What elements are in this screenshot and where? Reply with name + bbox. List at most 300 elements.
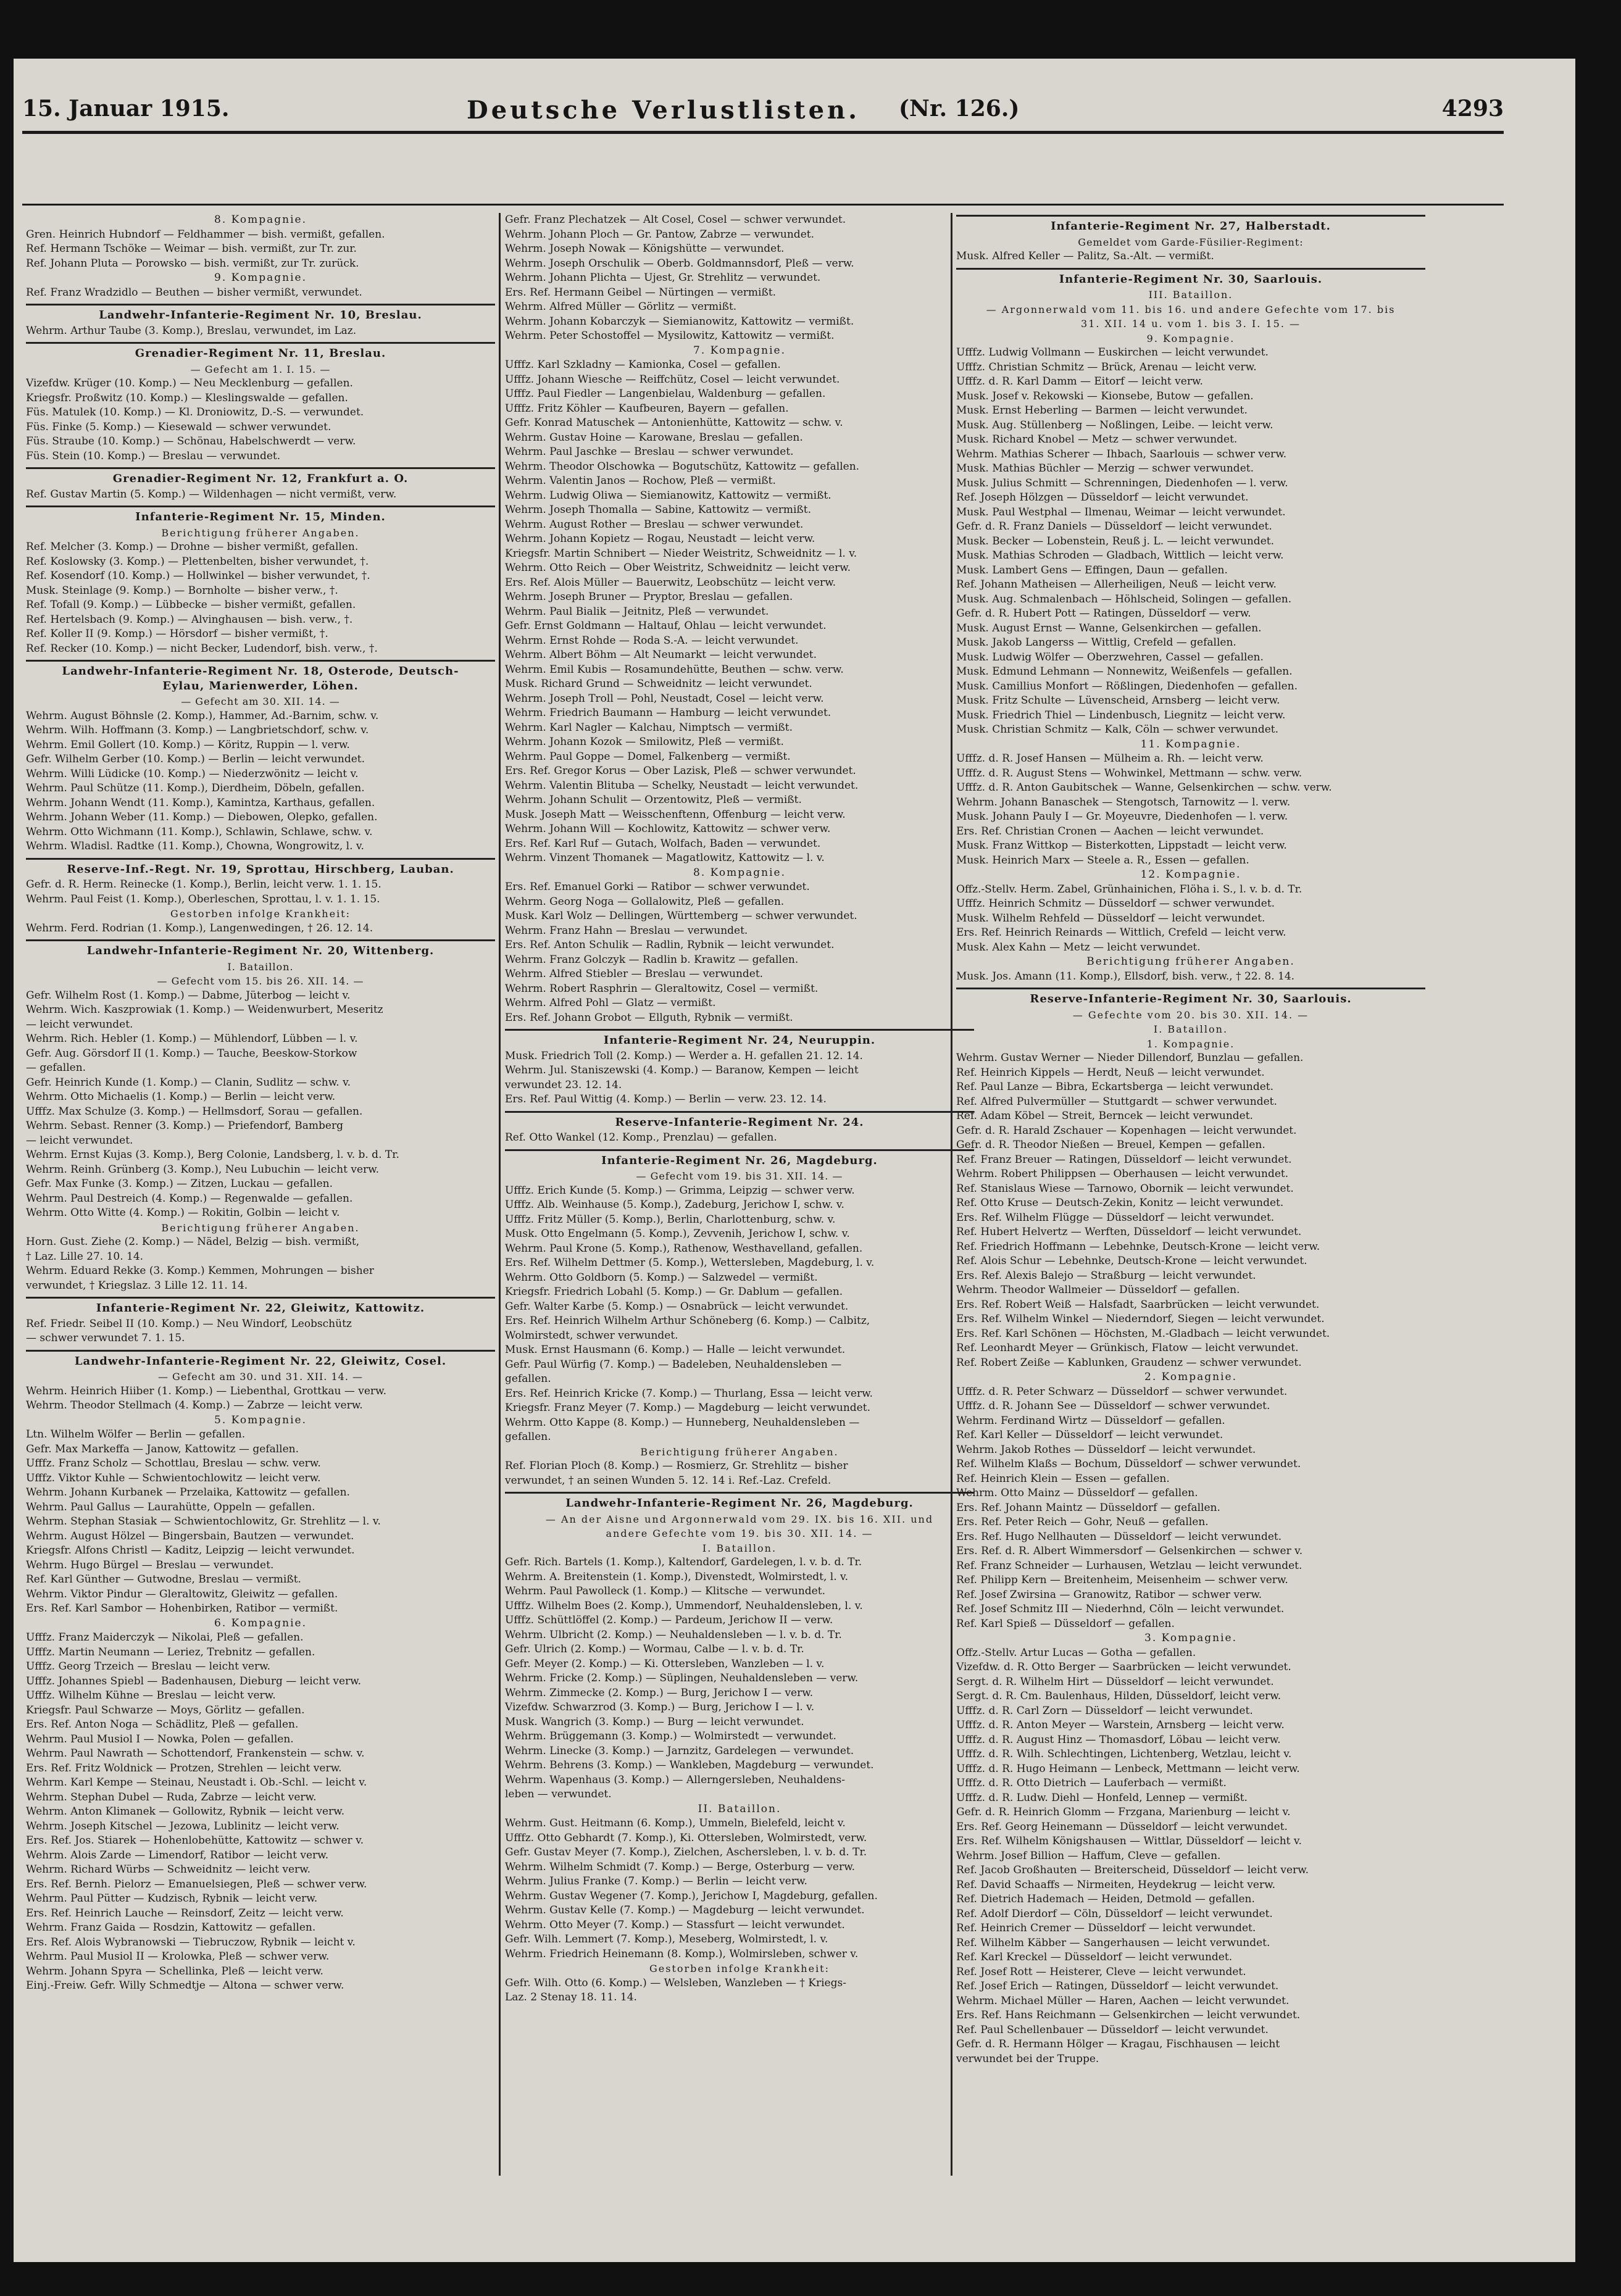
- casualty-entry: Wehrm. Johann Wendt (11. Komp.), Kamintza, Karthaus, gefallen.: [26, 796, 375, 809]
- casualty-entry: Ufffz. d. R. Otto Dietrich — Lauferbach — vermißt.: [956, 1777, 1227, 1789]
- casualty-entry: gefallen.: [505, 1431, 551, 1443]
- casualty-section: [26, 1350, 495, 1994]
- casualty-entry: Laz. 2 Stenay 18. 11. 14.: [505, 1991, 637, 2003]
- casualty-entry: verwundet, † an seinen Wunden 5. 12. 14 i. Ref.-Laz. Crefeld.: [505, 1474, 831, 1487]
- casualty-entry: Wehrm. Valentin Blituba — Schelky, Neustadt — leicht verwundet.: [505, 779, 859, 792]
- casualty-entry: Ref. Josef Erich — Ratingen, Düsseldorf — leicht verwundet.: [956, 1980, 1279, 1992]
- casualty-entry: Ref. Otto Wankel (12. Komp., Prenzlau) — gefallen.: [505, 1131, 777, 1144]
- casualty-entry: Gefr. Paul Würfig (7. Komp.) — Badeleben, Neuhaldensleben —: [505, 1358, 842, 1371]
- casualty-entry: Wehrm. Johann Kozok — Smilowitz, Pleß — vermißt.: [505, 736, 784, 748]
- casualty-entry: Offz.-Stellv. Herm. Zabel, Grünhainichen, Flöha i. S., l. v. b. d. Tr.: [956, 883, 1302, 896]
- casualty-entry: Ref. Hubert Helvertz — Werften, Düsseldorf — leicht verwundet.: [956, 1226, 1302, 1238]
- casualty-entry: Wehrm. Ludwig Oliwa — Siemianowitz, Kattowitz — vermißt.: [505, 489, 831, 502]
- regiment-title: Grenadier-Regiment Nr. 12, Frankfurt a. O.: [112, 472, 409, 485]
- casualty-entry: Musk. Ernst Heberling — Barmen — leicht verwundet.: [956, 404, 1248, 417]
- casualty-entry: Wehrm. Joseph Kitschel — Jezowa, Lublinitz — leicht verw.: [26, 1820, 340, 1832]
- casualty-entry: Wehrm. Otto Wichmann (11. Komp.), Schlawin, Schlawe, schw. v.: [26, 825, 373, 838]
- casualty-entry: Ers. Ref. Anton Schulik — Radlin, Rybnik — leicht verwundet.: [505, 939, 835, 951]
- casualty-entry: Wehrm. Gustav Kelle (7. Komp.) — Magdeburg — leicht verwundet.: [505, 1904, 865, 1916]
- column-divider: [499, 213, 501, 2176]
- casualty-entry: Füs. Straube (10. Komp.) — Schönau, Habelschwerdt — verw.: [26, 435, 356, 447]
- casualty-entry: Ufffz. d. R. Carl Zorn — Düsseldorf — leicht verwundet.: [956, 1704, 1253, 1717]
- section-rule: [26, 467, 495, 469]
- casualty-entry: Musk. Otto Engelmann (5. Komp.), Zevvenih, Jerichow I, schw. v.: [505, 1228, 850, 1240]
- casualty-entry: — schwer verwundet 7. 1. 15.: [26, 1332, 185, 1344]
- casualty-section: [26, 342, 495, 464]
- casualty-entry: Ers. Ref. Wilhelm Winkel — Niederndorf, Siegen — leicht verwundet.: [956, 1313, 1325, 1325]
- casualty-entry: Ref. Heinrich Cremer — Düsseldorf — leicht verwundet.: [956, 1922, 1256, 1934]
- casualty-entry: Wehrm. Joseph Orschulik — Oberb. Goldmannsdorf, Pleß — verw.: [505, 257, 854, 270]
- casualty-entry: Gefr. Aug. Görsdorf II (1. Komp.) — Tauche, Beeskow-Storkow: [26, 1047, 357, 1060]
- casualty-entry: Musk. Heinrich Marx — Steele a. R., Essen — gefallen.: [956, 854, 1249, 867]
- casualty-entry: 8. Kompagnie.: [693, 866, 786, 879]
- casualty-entry: Wehrm. Theodor Stellmach (4. Komp.) — Zabrze — leicht verw.: [26, 1399, 363, 1412]
- section-rule: [505, 1149, 974, 1151]
- casualty-entry: Ref. Dietrich Hademach — Heiden, Detmold — gefallen.: [956, 1893, 1255, 1905]
- casualty-entry: Wehrm. Paul Nawrath — Schottendorf, Frankenstein — schw. v.: [26, 1747, 365, 1760]
- casualty-entry: Gefr. Gustav Meyer (7. Komp.), Zielchen, Aschersleben, l. v. b. d. Tr.: [505, 1846, 867, 1858]
- casualty-entry: Ufffz. Georg Trzeich — Breslau — leicht verw.: [26, 1660, 271, 1673]
- casualty-entry: Musk. Christian Schmitz — Kalk, Cöln — schwer verwundet.: [956, 723, 1279, 736]
- casualty-entry: Wehrm. Paul Musiol II — Krolowka, Pleß — schwer verw.: [26, 1950, 330, 1963]
- casualty-section: [505, 1029, 974, 1107]
- casualty-entry: Gefr. d. R. Hubert Pott — Ratingen, Düsseldorf — verw.: [956, 607, 1251, 620]
- casualty-entry: Füs. Matulek (10. Komp.) — Kl. Droniowitz, D.-S. — verwundet.: [26, 406, 364, 418]
- casualty-entry: Musk. Edmund Lehmann — Nonnewitz, Weißenfels — gefallen.: [956, 665, 1293, 678]
- casualty-entry: Ers. Ref. Alois Müller — Bauerwitz, Leobschütz — leicht verw.: [505, 576, 836, 589]
- casualty-entry: Wehrm. Paul Goppe — Domel, Falkenberg — vermißt.: [505, 750, 791, 763]
- column-3: [956, 213, 1425, 2176]
- casualty-entry: Ers. Ref. Jos. Stiarek — Hohenlobehütte, Kattowitz — schwer v.: [26, 1834, 364, 1847]
- casualty-entry: Ref. David Schaaffs — Nirmeiten, Heydekrug — leicht verw.: [956, 1878, 1276, 1891]
- casualty-entry: Wehrm. Wilhelm Schmidt (7. Komp.) — Berge, Osterburg — verw.: [505, 1860, 856, 1873]
- casualty-entry: Ufffz. Christian Schmitz — Brück, Arenau — leicht verw.: [956, 360, 1257, 373]
- casualty-entry: Musk. Ernst Hausmann (6. Komp.) — Halle — leicht verwundet.: [505, 1344, 846, 1356]
- casualty-entry: Musk. Alex Kahn — Metz — leicht verwundet.: [956, 941, 1201, 954]
- casualty-entry: Wehrm. Brüggemann (3. Komp.) — Wolmirstedt — verwundet.: [505, 1730, 836, 1742]
- casualty-entry: † Laz. Lille 27. 10. 14.: [26, 1250, 144, 1263]
- casualty-entry: Wehrm. Paul Feist (1. Komp.), Oberleschen, Sprottau, l. v. 1. 1. 15.: [26, 892, 380, 905]
- regiment-title: Grenadier-Regiment Nr. 11, Breslau.: [135, 347, 386, 360]
- header-title: Deutsche Verlustlisten.: [467, 96, 861, 125]
- casualty-entry: Wehrm. Paul Gallus — Laurahütte, Oppeln — gefallen.: [26, 1500, 315, 1513]
- casualty-entry: Wehrm. Theodor Olschowka — Bogutschütz, Kattowitz — gefallen.: [505, 460, 860, 473]
- casualty-entry: Ers. Ref. Heinrich Reinards — Wittlich, Crefeld — leicht verw.: [956, 926, 1286, 939]
- casualty-entry: 12. Kompagnie.: [1140, 868, 1241, 881]
- casualty-entry: Ufffz. d. R. August Stens — Wohwinkel, Mettmann — schw. verw.: [956, 767, 1302, 780]
- casualty-entry: Wehrm. Emil Gollert (10. Komp.) — Köritz, Ruppin — l. verw.: [26, 738, 350, 751]
- column-2: [505, 213, 974, 2176]
- casualty-entry: Gefr. Wilh. Otto (6. Komp.) — Welsleben, Wanzleben — † Kriegs-: [505, 1976, 846, 1989]
- casualty-entry: Ref. Friedr. Seibel II (10. Komp.) — Neu Windorf, Leobschütz: [26, 1317, 352, 1330]
- casualty-entry: Ers. Ref. Wilhelm Königshausen — Wittlar, Düsseldorf — leicht v.: [956, 1835, 1302, 1847]
- casualty-entry: Wehrm. Johann Kopietz — Rogau, Neustadt — leicht verw.: [505, 533, 815, 545]
- section-rule: [26, 304, 495, 306]
- casualty-entry: Ref. Franz Schneider — Lurhausen, Wetzlau — leicht verwundet.: [956, 1559, 1302, 1572]
- casualty-entry: Wehrm. Rich. Hebler (1. Komp.) — Mühlendorf, Lübben — l. v.: [26, 1033, 358, 1045]
- casualty-entry: Musk. Becker — Lobenstein, Reuß j. L. — leicht verwundet.: [956, 534, 1274, 547]
- casualty-entry: Wehrm. Sebast. Renner (3. Komp.) — Priefendorf, Bamberg: [26, 1120, 343, 1132]
- page-number: 4293: [1441, 96, 1504, 122]
- casualty-entry: Wehrm. Ernst Rohde — Roda S.-A. — leicht verwundet.: [505, 634, 799, 647]
- casualty-entry: Wehrm. August Hölzel — Bingersbain, Bautzen — verwundet.: [26, 1529, 354, 1542]
- casualty-entry: Ers. Ref. Hugo Nellhauten — Düsseldorf — leicht verwundet.: [956, 1530, 1282, 1543]
- casualty-entry: Wehrm. Otto Mainz — Düsseldorf — gefallen.: [956, 1487, 1198, 1499]
- casualty-entry: Musk. Aug. Stüllenberg — Noßlingen, Leibe. — leicht verw.: [956, 418, 1273, 431]
- casualty-entry: Musk. Karl Wolz — Dellingen, Württemberg — schwer verwundet.: [505, 910, 857, 922]
- casualty-entry: 11. Kompagnie.: [1140, 738, 1241, 751]
- casualty-entry: Gefr. d. R. Harald Zschauer — Kopenhagen — leicht verwundet.: [956, 1124, 1297, 1137]
- casualty-entry: Wehrm. Otto Kappe (8. Komp.) — Hunneberg, Neuhaldensleben —: [505, 1416, 860, 1429]
- casualty-entry: Wehrm. Karl Kempe — Steinau, Neustadt i. Ob.-Schl. — leicht v.: [26, 1776, 367, 1789]
- section-rule: [26, 939, 495, 941]
- casualty-entry: Ref. Alois Schur — Lebehnke, Deutsch-Krone — leicht verwundet.: [956, 1255, 1307, 1267]
- casualty-entry: Vizefdw. Krüger (10. Komp.) — Neu Mecklenburg — gefallen.: [26, 377, 353, 389]
- casualty-entry: Wehrm. Valentin Janos — Rochow, Pleß — vermißt.: [505, 475, 776, 487]
- regiment-title: Infanterie-Regiment Nr. 15, Minden.: [135, 510, 386, 523]
- casualty-section: [26, 304, 495, 338]
- header-rule: [22, 131, 1504, 134]
- casualty-entry: Ref. Paul Lanze — Bibra, Eckartsberga — leicht verwundet.: [956, 1081, 1274, 1093]
- casualty-entry: Musk. Jakob Langerss — Wittlig, Crefeld — gefallen.: [956, 636, 1236, 649]
- casualty-entry: Ers. Ref. Heinrich Lauche — Reinsdorf, Zeitz — leicht verw.: [26, 1907, 344, 1920]
- casualty-entry: Wehrm. Anton Klimanek — Gollowitz, Rybnik — leicht verw.: [26, 1805, 345, 1818]
- casualty-entry: Gefr. Meyer (2. Komp.) — Ki. Ottersleben, Wanzleben — l. v.: [505, 1657, 825, 1670]
- casualty-entry: Gefr. d. R. Franz Daniels — Düsseldorf — leicht verwundet.: [956, 520, 1272, 533]
- casualty-entry: Musk. Jos. Amann (11. Komp.), Ellsdorf, bish. verw., † 22. 8. 14.: [956, 970, 1295, 983]
- casualty-entry: Gefr. Wilhelm Rost (1. Komp.) — Dabme, Jüterbog — leicht v.: [26, 989, 351, 1002]
- casualty-entry: Ref. Josef Schmitz III — Niederhnd, Cöln — leicht verwundet.: [956, 1603, 1285, 1615]
- casualty-entry: Ref. Florian Ploch (8. Komp.) — Rosmierz, Gr. Strehlitz — bisher: [505, 1460, 848, 1472]
- casualty-entry: Musk. Wilhelm Rehfeld — Düsseldorf — leicht verwundet.: [956, 912, 1265, 925]
- casualty-entry: 3. Kompagnie.: [1144, 1632, 1237, 1644]
- casualty-entry: Musk. Johann Pauly I — Gr. Moyeuvre, Diedenhofen — l. verw.: [956, 810, 1288, 823]
- casualty-entry: Wehrm. Franz Gaida — Rosdzin, Kattowitz — gefallen.: [26, 1921, 316, 1934]
- casualty-entry: Musk. Wangrich (3. Komp.) — Burg — leicht verwundet.: [505, 1715, 804, 1728]
- casualty-entry: Ref. Joseph Hölzgen — Düsseldorf — leicht verwundet.: [956, 491, 1249, 504]
- casualty-section: [26, 1297, 495, 1346]
- casualty-entry: Gefr. Franz Plechatzek — Alt Cosel, Cosel — schwer verwundet.: [505, 214, 846, 226]
- casualty-entry: Ref. Gustav Martin (5. Komp.) — Wildenhagen — nicht vermißt, verw.: [26, 488, 397, 501]
- casualty-entry: Ref. Stanislaus Wiese — Tarnowo, Obornik — leicht verwundet.: [956, 1182, 1294, 1195]
- casualty-entry: Wehrm. Johann Schulit — Orzentowitz, Pleß — vermißt.: [505, 794, 802, 806]
- casualty-entry: Kriegsfr. Franz Meyer (7. Komp.) — Magdeburg — leicht verwundet.: [505, 1402, 870, 1414]
- casualty-entry: Ufffz. d. R. Karl Damm — Eitorf — leicht verw.: [956, 375, 1203, 388]
- casualty-entry: Wehrm. Stephan Stasiak — Schwientochlowitz, Gr. Strehlitz — l. v.: [26, 1515, 381, 1528]
- casualty-entry: Ers. Ref. Wilhelm Flügge — Düsseldorf — leicht verwundet.: [956, 1211, 1275, 1224]
- casualty-entry: Gefr. d. R. Heinrich Glomm — Frzgana, Marienburg — leicht v.: [956, 1806, 1291, 1818]
- casualty-section: [505, 1492, 974, 2005]
- regiment-title: Reserve-Infanterie-Regiment Nr. 30, Saarlouis.: [1030, 992, 1352, 1005]
- casualty-entry: Sergt. d. R. Cm. Baulenhaus, Hilden, Düsseldorf, leicht verw.: [956, 1690, 1281, 1702]
- casualty-entry: Wehrm. Hugo Bürgel — Breslau — verwundet.: [26, 1558, 274, 1571]
- section-rule: [505, 1029, 974, 1031]
- section-rule: [26, 858, 495, 860]
- casualty-entry: Ers. Ref. Christian Cronen — Aachen — leicht verwundet.: [956, 825, 1264, 838]
- section-rule: [26, 660, 495, 662]
- casualty-entry: Ufffz. d. R. Josef Hansen — Mülheim a. Rh. — leicht verw.: [956, 752, 1264, 765]
- casualty-entry: Musk. Joseph Matt — Weisschenftenn, Offenburg — leicht verw.: [505, 808, 846, 821]
- casualty-entry: Ufffz. d. R. Ludw. Diehl — Honfeld, Lennep — vermißt.: [956, 1791, 1248, 1804]
- regiment-title: Landwehr-Infanterie-Regiment Nr. 10, Breslau.: [99, 309, 422, 322]
- casualty-entry: Ers. Ref. Karl Ruf — Gutach, Wolfach, Baden — verwundet.: [505, 837, 821, 850]
- section-subtitle: Berichtigung früherer Angaben.: [161, 1221, 360, 1234]
- casualty-entry: Gefr. Wilh. Lemmert (7. Komp.), Meseberg, Wolmirstedt, l. v.: [505, 1933, 828, 1945]
- casualty-entry: Ref. Hertelsbach (9. Komp.) — Alvinghausen — bish. verw., †.: [26, 613, 353, 626]
- casualty-section: [26, 660, 495, 854]
- casualty-entry: 5. Kompagnie.: [214, 1413, 307, 1426]
- casualty-entry: Wehrm. Johann Kobarczyk — Siemianowitz, Kattowitz — vermißt.: [505, 315, 854, 328]
- casualty-entry: 6. Kompagnie.: [214, 1616, 307, 1629]
- casualty-section: [956, 268, 1425, 984]
- casualty-entry: Wehrm. August Böhnsle (2. Komp.), Hammer, Ad.-Barnim, schw. v.: [26, 709, 379, 722]
- casualty-entry: Ref. Robert Zeiße — Kablunken, Graudenz — schwer verwundet.: [956, 1356, 1302, 1369]
- section-rule: [26, 1297, 495, 1299]
- casualty-entry: Gren. Heinrich Hubndorf — Feldhammer — bish. vermißt, gefallen.: [26, 228, 385, 241]
- casualty-entry: Wehrm. Joseph Thomalla — Sabine, Kattowitz — vermißt.: [505, 504, 811, 516]
- page-header: [22, 96, 1504, 127]
- casualty-entry: Füs. Finke (5. Komp.) — Kiesewald — schwer verwundet.: [26, 420, 331, 433]
- casualty-entry: Ref. Franz Wradzidlo — Beuthen — bisher vermißt, verwundet.: [26, 286, 362, 299]
- casualty-entry: Berichtigung früherer Angaben.: [1086, 955, 1295, 968]
- casualty-entry: Wehrm. Wladisl. Radtke (11. Komp.), Chowna, Wongrowitz, l. v.: [26, 840, 364, 852]
- casualty-section: [505, 213, 974, 1025]
- casualty-entry: Wehrm. Otto Reich — Ober Weistritz, Schweidnitz — leicht verw.: [505, 562, 851, 574]
- casualty-entry: Wehrm. Stephan Dubel — Ruda, Zabrze — leicht verw.: [26, 1791, 317, 1803]
- casualty-entry: Gefr. d. R. Theodor Nießen — Breuel, Kempen — gefallen.: [956, 1139, 1265, 1151]
- casualty-entry: Wehrm. Richard Würbs — Schweidnitz — leicht verw.: [26, 1863, 311, 1876]
- casualty-entry: Wehrm. Viktor Pindur — Gleraltowitz, Gleiwitz — gefallen.: [26, 1587, 338, 1600]
- section-rule: [956, 988, 1425, 989]
- section-rule: [26, 505, 495, 507]
- casualty-entry: Gefr. Konrad Matuschek — Antonienhütte, Kattowitz — schw. v.: [505, 417, 843, 429]
- casualty-entry: Ufffz. d. R. August Hinz — Thomasdorf, Löbau — leicht verw.: [956, 1733, 1281, 1746]
- casualty-entry: Ref. Philipp Kern — Breitenheim, Meisenheim — schwer verw.: [956, 1574, 1288, 1586]
- section-subtitle: — Gefecht vom 19. bis 31. XII. 14. —: [636, 1170, 843, 1182]
- casualty-entry: Wehrm. Franz Hahn — Breslau — verwundet.: [505, 924, 748, 937]
- casualty-entry: Gefr. Wilhelm Gerber (10. Komp.) — Berlin — leicht verwundet.: [26, 753, 365, 765]
- casualty-entry: Wehrm. Otto Goldborn (5. Komp.) — Salzwedel — vermißt.: [505, 1271, 818, 1284]
- casualty-entry: Musk. Mathias Schroden — Gladbach, Wittlich — leicht verw.: [956, 549, 1284, 562]
- header-issue: (Nr. 126.): [899, 96, 1020, 122]
- casualty-entry: Ufffz. Otto Gebhardt (7. Komp.), Ki. Ottersleben, Wolmirstedt, verw.: [505, 1831, 867, 1844]
- casualty-entry: Ufffz. Karl Szkladny — Kamionka, Cosel — gefallen.: [505, 359, 781, 371]
- casualty-entry: Sergt. d. R. Wilhelm Hirt — Düsseldorf — leicht verwundet.: [956, 1675, 1274, 1688]
- casualty-entry: Musk. Aug. Schmalenbach — Höhlscheid, Solingen — gefallen.: [956, 593, 1292, 605]
- casualty-entry: Wehrm. Wilh. Hoffmann (3. Komp.) — Langbrietschdorf, schw. v.: [26, 724, 369, 736]
- casualty-entry: Wehrm. Paul Pütter — Kudzisch, Rybnik — leicht verw.: [26, 1892, 318, 1905]
- casualty-entry: Ref. Karl Kreckel — Düsseldorf — leicht verwundet.: [956, 1951, 1233, 1963]
- casualty-entry: verwundet, † Kriegslaz. 3 Lille 12. 11. 14.: [26, 1279, 248, 1292]
- casualty-entry: Musk. Richard Knobel — Metz — schwer verwundet.: [956, 433, 1238, 446]
- section-subtitle: Gestorben infolge Krankheit:: [649, 1963, 830, 1974]
- casualty-entry: Ufffz. Erich Kunde (5. Komp.) — Grimma, Leipzig — schwer verw.: [505, 1184, 855, 1197]
- casualty-section: [26, 939, 495, 1293]
- casualty-entry: Musk. Friedrich Thiel — Lindenbusch, Liegnitz — leicht verw.: [956, 709, 1286, 722]
- regiment-title: Landwehr-Infanterie-Regiment Nr. 22, Gleiwitz, Cosel.: [74, 1354, 447, 1368]
- casualty-entry: Ufffz. Franz Scholz — Schottlau, Breslau — schw. verw.: [26, 1457, 321, 1470]
- casualty-entry: Ers. Ref. Alexis Balejo — Straßburg — leicht verwundet.: [956, 1269, 1256, 1282]
- casualty-entry: Ers. Ref. Heinrich Wilhelm Arthur Schöneberg (6. Komp.) — Calbitz,: [505, 1315, 870, 1327]
- casualty-entry: Musk. Steinlage (9. Komp.) — Bornholte — bisher verw., †.: [26, 584, 338, 597]
- casualty-entry: Ers. Ref. Alois Wybranowski — Tiebruczow, Rybnik — leicht v.: [26, 1936, 356, 1949]
- casualty-entry: Ufffz. Schüttlöffel (2. Komp.) — Pardeum, Jerichow II — verw.: [505, 1614, 833, 1626]
- casualty-section: [505, 1111, 974, 1146]
- section-subtitle: Berichtigung früherer Angaben.: [161, 526, 360, 539]
- casualty-entry: Ufffz. d. R. Anton Meyer — Warstein, Arnsberg — leicht verw.: [956, 1719, 1285, 1731]
- casualty-entry: Ers. Ref. Fritz Woldnick — Protzen, Strehlen — leicht verw.: [26, 1762, 342, 1774]
- casualty-entry: Wehrm. Joseph Bruner — Pryptor, Breslau — gefallen.: [505, 591, 793, 603]
- casualty-entry: Ufffz. Paul Fiedler — Langenbielau, Waldenburg — gefallen.: [505, 388, 826, 400]
- casualty-entry: Ers. Ref. Hans Reichmann — Gelsenkirchen — leicht verwundet.: [956, 2009, 1301, 2021]
- casualty-entry: Wehrm. Gustav Werner — Nieder Dillendorf, Bunzlau — gefallen.: [956, 1052, 1304, 1064]
- casualty-entry: Ref. Jacob Großhauten — Breiterscheid, Düsseldorf — leicht verw.: [956, 1864, 1309, 1876]
- casualty-entry: Wehrm. Johann Kurbanek — Przelaika, Kattowitz — gefallen.: [26, 1486, 350, 1499]
- casualty-entry: Wehrm. Ferdinand Wirtz — Düsseldorf — gefallen.: [956, 1414, 1225, 1427]
- casualty-entry: Ufffz. d. R. Hugo Heimann — Lenbeck, Mettmann — leicht verw.: [956, 1762, 1300, 1775]
- casualty-entry: Ref. Johann Matheisen — Allerheiligen, Neuß — leicht verw.: [956, 578, 1277, 591]
- casualty-entry: Wehrm. Theodor Wallmeier — Düsseldorf — gefallen.: [956, 1284, 1240, 1296]
- casualty-entry: Wehrm. Josef Billion — Haffum, Cleve — gefallen.: [956, 1849, 1221, 1862]
- casualty-entry: Wehrm. Robert Rasphrin — Gleraltowitz, Cosel — vermißt.: [505, 982, 819, 995]
- casualty-entry: 9. Kompagnie.: [214, 272, 307, 284]
- casualty-entry: Füs. Stein (10. Komp.) — Breslau — verwundet.: [26, 449, 281, 462]
- casualty-entry: Ref. Kosendorf (10. Komp.) — Hollwinkel — bisher verwundet, †.: [26, 570, 370, 582]
- casualty-entry: — gefallen.: [26, 1062, 86, 1074]
- casualty-entry: Wehrm. Robert Philippsen — Oberhausen — leicht verwundet.: [956, 1168, 1289, 1180]
- casualty-entry: Wolmirstedt, schwer verwundet.: [505, 1329, 678, 1342]
- casualty-entry: Wehrm. Heinrich Hiiber (1. Komp.) — Liebenthal, Grottkau — verw.: [26, 1384, 386, 1397]
- casualty-entry: Kriegsfr. Friedrich Lobahl (5. Komp.) — Gr. Dablum — gefallen.: [505, 1286, 843, 1298]
- casualty-entry: Kriegsfr. Alfons Christl — Kaditz, Leipzig — leicht verwundet.: [26, 1544, 355, 1557]
- casualty-entry: Musk. Friedrich Toll (2. Komp.) — Werder a. H. gefallen 21. 12. 14.: [505, 1049, 863, 1062]
- casualty-entry: Ref. Heinrich Kippels — Herdt, Neuß — leicht verwundet.: [956, 1066, 1265, 1079]
- casualty-entry: Ufffz. Fritz Köhler — Kaufbeuren, Bayern — gefallen.: [505, 402, 789, 415]
- casualty-entry: Wehrm. Arthur Taube (3. Komp.), Breslau, verwundet, im Laz.: [26, 324, 357, 337]
- casualty-entry: Ref. Koslowsky (3. Komp.) — Plettenbelten, bisher verwundet, †.: [26, 555, 369, 568]
- casualty-entry: Ers. Ref. Peter Reich — Gohr, Neuß — gefallen.: [956, 1516, 1209, 1528]
- casualty-entry: Ref. Josef Rott — Heisterer, Cleve — leicht verwundet.: [956, 1965, 1246, 1978]
- regiment-title: Landwehr-Infanterie-Regiment Nr. 20, Wittenberg.: [86, 944, 435, 957]
- section-subtitle: — Gefecht am 30. und 31. XII. 14. —: [157, 1371, 364, 1383]
- regiment-title: Infanterie-Regiment Nr. 26, Magdeburg.: [601, 1154, 878, 1167]
- casualty-section: [956, 215, 1425, 264]
- casualty-entry: Ref. Recker (10. Komp.) — nicht Becker, Ludendorf, bish. verw., †.: [26, 642, 378, 655]
- casualty-entry: Ufffz. Martin Neumann — Leriez, Trebnitz — gefallen.: [26, 1645, 315, 1658]
- casualty-entry: Wehrm. Paul Schütze (11. Komp.), Dierdheim, Döbeln, gefallen.: [26, 782, 365, 794]
- casualty-entry: Wehrm. Johann Will — Kochlowitz, Kattowitz — schwer verw.: [505, 823, 831, 835]
- casualty-entry: Musk. Richard Grund — Schweidnitz — leicht verwundet.: [505, 678, 812, 690]
- casualty-entry: Ufffz. Wilhelm Kühne — Breslau — leicht verw.: [26, 1689, 276, 1702]
- casualty-entry: Ers. Ref. Heinrich Kricke (7. Komp.) — Thurlang, Essa — leicht verw.: [505, 1387, 873, 1400]
- casualty-entry: Ref. Hermann Tschöke — Weimar — bish. vermißt, zur Tr. zur.: [26, 243, 357, 255]
- casualty-entry: Gefr. Max Markeffa — Janow, Kattowitz — gefallen.: [26, 1442, 299, 1455]
- casualty-entry: Ufffz. Franz Maiderczyk — Nikolai, Pleß — gefallen.: [26, 1631, 304, 1644]
- casualty-entry: 8. Kompagnie.: [214, 214, 307, 226]
- casualty-entry: Wehrm. Joseph Troll — Pohl, Neustadt, Cosel — leicht verw.: [505, 692, 824, 705]
- casualty-entry: Wehrm. August Rother — Breslau — schwer verwundet.: [505, 518, 804, 531]
- casualty-entry: Wehrm. Jul. Staniszewski (4. Komp.) — Baranow, Kempen — leicht: [505, 1064, 859, 1076]
- casualty-entry: Ref. Tofall (9. Komp.) — Lübbecke — bisher vermißt, gefallen.: [26, 599, 356, 611]
- regiment-title: Infanterie-Regiment Nr. 27, Halberstadt.: [1051, 220, 1331, 233]
- casualty-entry: Kriegsfr. Proßwitz (10. Komp.) — Kleslingswalde — gefallen.: [26, 391, 348, 404]
- casualty-entry: Wehrm. A. Breitenstein (1. Komp.), Divenstedt, Wolmirstedt, l. v.: [505, 1570, 849, 1583]
- casualty-entry: Wehrm. Paul Bialik — Jeitnitz, Pleß — verwundet.: [505, 605, 769, 618]
- casualty-entry: Ref. Otto Kruse — Deutsch-Zekin, Konitz — leicht verwundet.: [956, 1197, 1284, 1209]
- casualty-entry: Ufffz. Johannes Spiebl — Badenhausen, Dieburg — leicht verw.: [26, 1674, 362, 1687]
- section-subtitle: — Gefechte vom 20. bis 30. XII. 14. — I. Bataillon. 1. Kompagnie.: [1072, 1009, 1309, 1050]
- header-date: 15. Januar 1915.: [22, 96, 230, 122]
- casualty-entry: Musk. Ludwig Wölfer — Oberzwehren, Cassel — gefallen.: [956, 651, 1264, 663]
- casualty-entry: Gefr. d. R. Hermann Hölger — Kragau, Fischhausen — leicht: [956, 2038, 1280, 2050]
- casualty-entry: Wehrm. Ernst Kujas (3. Komp.), Berg Colonie, Landsberg, l. v. b. d. Tr.: [26, 1149, 399, 1161]
- casualty-entry: Musk. Josef v. Rekowski — Kionsebe, Butow — gefallen.: [956, 389, 1254, 402]
- casualty-entry: Wehrm. Emil Kubis — Rosamundehütte, Beuthen — schw. verw.: [505, 663, 844, 676]
- casualty-entry: Gefr. Heinrich Kunde (1. Komp.) — Clanin, Sudlitz — schw. v.: [26, 1076, 351, 1089]
- casualty-entry: Ref. Heinrich Klein — Essen — gefallen.: [956, 1472, 1170, 1485]
- casualty-entry: Wehrm. Franz Golczyk — Radlin b. Krawitz — gefallen.: [505, 953, 799, 966]
- casualty-entry: Wehrm. Ferd. Rodrian (1. Komp.), Langenwedingen, † 26. 12. 14.: [26, 921, 373, 934]
- casualty-entry: Wehrm. Fricke (2. Komp.) — Süplingen, Neuhaldensleben — verw.: [505, 1672, 859, 1684]
- casualty-entry: 7. Kompagnie.: [693, 344, 786, 357]
- casualty-entry: 2. Kompagnie.: [1144, 1371, 1237, 1383]
- casualty-entry: Ufffz. d. R. Johann See — Düsseldorf — schwer verwundet.: [956, 1400, 1270, 1412]
- casualty-entry: Ref. Melcher (3. Komp.) — Drohne — bisher vermißt, gefallen.: [26, 541, 359, 553]
- casualty-entry: Wehrm. Johann Weber (11. Komp.) — Diebowen, Olepko, gefallen.: [26, 811, 378, 823]
- casualty-entry: Ref. Karl Keller — Düsseldorf — leicht verwundet.: [956, 1429, 1223, 1441]
- casualty-entry: Wehrm. Otto Witte (4. Komp.) — Rokitin, Golbin — leicht v.: [26, 1207, 340, 1219]
- casualty-entry: Ufffz. Wilhelm Boes (2. Komp.), Ummendorf, Neuhaldensleben, l. v.: [505, 1599, 863, 1612]
- casualty-entry: Wehrm. Alfred Müller — Görlitz — vermißt.: [505, 301, 737, 313]
- casualty-entry: Musk. Mathias Büchler — Merzig — schwer verwundet.: [956, 462, 1254, 475]
- casualty-entry: Wehrm. Georg Noga — Gollalowitz, Pleß — gefallen.: [505, 895, 785, 908]
- casualty-entry: Musk. August Ernst — Wanne, Gelsenkirchen — gefallen.: [956, 622, 1262, 634]
- casualty-entry: Ufffz. Viktor Kuhle — Schwientochlowitz — leicht verw.: [26, 1471, 321, 1484]
- casualty-entry: Einj.-Freiw. Gefr. Willy Schmedtje — Altona — schwer verw.: [26, 1979, 344, 1992]
- casualty-entry: Wehrm. Albert Böhm — Alt Neumarkt — leicht verwundet.: [505, 649, 817, 661]
- casualty-entry: Wehrm. Reinh. Grünberg (3. Komp.), Neu Lubuchin — leicht verw.: [26, 1163, 380, 1176]
- casualty-entry: Ref. Adam Köbel — Streit, Berncek — leicht verwundet.: [956, 1110, 1253, 1122]
- casualty-entry: Wehrm. Mathias Scherer — Ihbach, Saarlouis — schwer verw.: [956, 447, 1287, 460]
- casualty-entry: Ers. Ref. Johann Maintz — Düsseldorf — gefallen.: [956, 1501, 1220, 1514]
- casualty-entry: Gefr. Walter Karbe (5. Komp.) — Osnabrück — leicht verwundet.: [505, 1300, 849, 1313]
- casualty-entry: — leicht verwundet.: [26, 1018, 133, 1031]
- casualty-entry: Gefr. Ernst Goldmann — Haltauf, Ohlau — leicht verwundet.: [505, 620, 827, 632]
- section-subtitle: Gemeldet vom Garde-Füsilier-Regiment:: [1078, 236, 1304, 248]
- casualty-entry: Wehrm. Zimmecke (2. Komp.) — Burg, Jerichow I — verw.: [505, 1686, 814, 1699]
- section-rule: [505, 1111, 974, 1113]
- casualty-entry: Ref. Leonhardt Meyer — Grünkisch, Flatow — leicht verwundet.: [956, 1342, 1299, 1354]
- casualty-entry: Vizefdw. Schwarzrod (3. Komp.) — Burg, Jerichow I — l. v.: [505, 1701, 815, 1713]
- casualty-entry: leben — verwundet.: [505, 1788, 612, 1800]
- casualty-entry: Ufffz. Fritz Müller (5. Komp.), Berlin, Charlottenburg, schw. v.: [505, 1213, 836, 1226]
- casualty-entry: Wehrm. Gust. Heitmann (6. Komp.), Ummeln, Bielefeld, leicht v.: [505, 1817, 846, 1829]
- section-subtitle: — Gefecht am 1. I. 15. —: [190, 363, 331, 375]
- casualty-entry: Ref. Alfred Pulvermüller — Stuttgardt — schwer verwundet.: [956, 1095, 1277, 1108]
- casualty-entry: Wehrm. Jakob Rothes — Düsseldorf — leicht verwundet.: [956, 1443, 1256, 1456]
- casualty-entry: Musk. Camillius Monfort — Rößlingen, Diedenhofen — gefallen.: [956, 680, 1298, 693]
- casualty-entry: Ref. Johann Pluta — Porowsko — bish. vermißt, zur Tr. zurück.: [26, 257, 359, 270]
- casualty-entry: Ref. Adolf Dierdorf — Cöln, Düsseldorf — leicht verwundet.: [956, 1907, 1273, 1920]
- casualty-entry: Ref. Paul Schellenbauer — Düsseldorf — leicht verwundet.: [956, 2023, 1269, 2036]
- casualty-entry: Ref. Josef Zwirsina — Granowitz, Ratibor — schwer verw.: [956, 1588, 1262, 1601]
- casualty-entry: Musk. Paul Westphal — Ilmenau, Weimar — leicht verwundet.: [956, 505, 1286, 518]
- casualty-entry: Wehrm. Otto Meyer (7. Komp.) — Stassfurt — leicht verwundet.: [505, 1918, 845, 1931]
- regiment-title: Landwehr-Infanterie-Regiment Nr. 26, Magdeburg.: [565, 1497, 914, 1510]
- casualty-entry: Ref. Karl Günther — Gutwodne, Breslau — vermißt.: [26, 1573, 301, 1586]
- casualty-entry: Ufffz. Heinrich Schmitz — Düsseldorf — schwer verwundet.: [956, 897, 1275, 910]
- casualty-section: [26, 505, 495, 656]
